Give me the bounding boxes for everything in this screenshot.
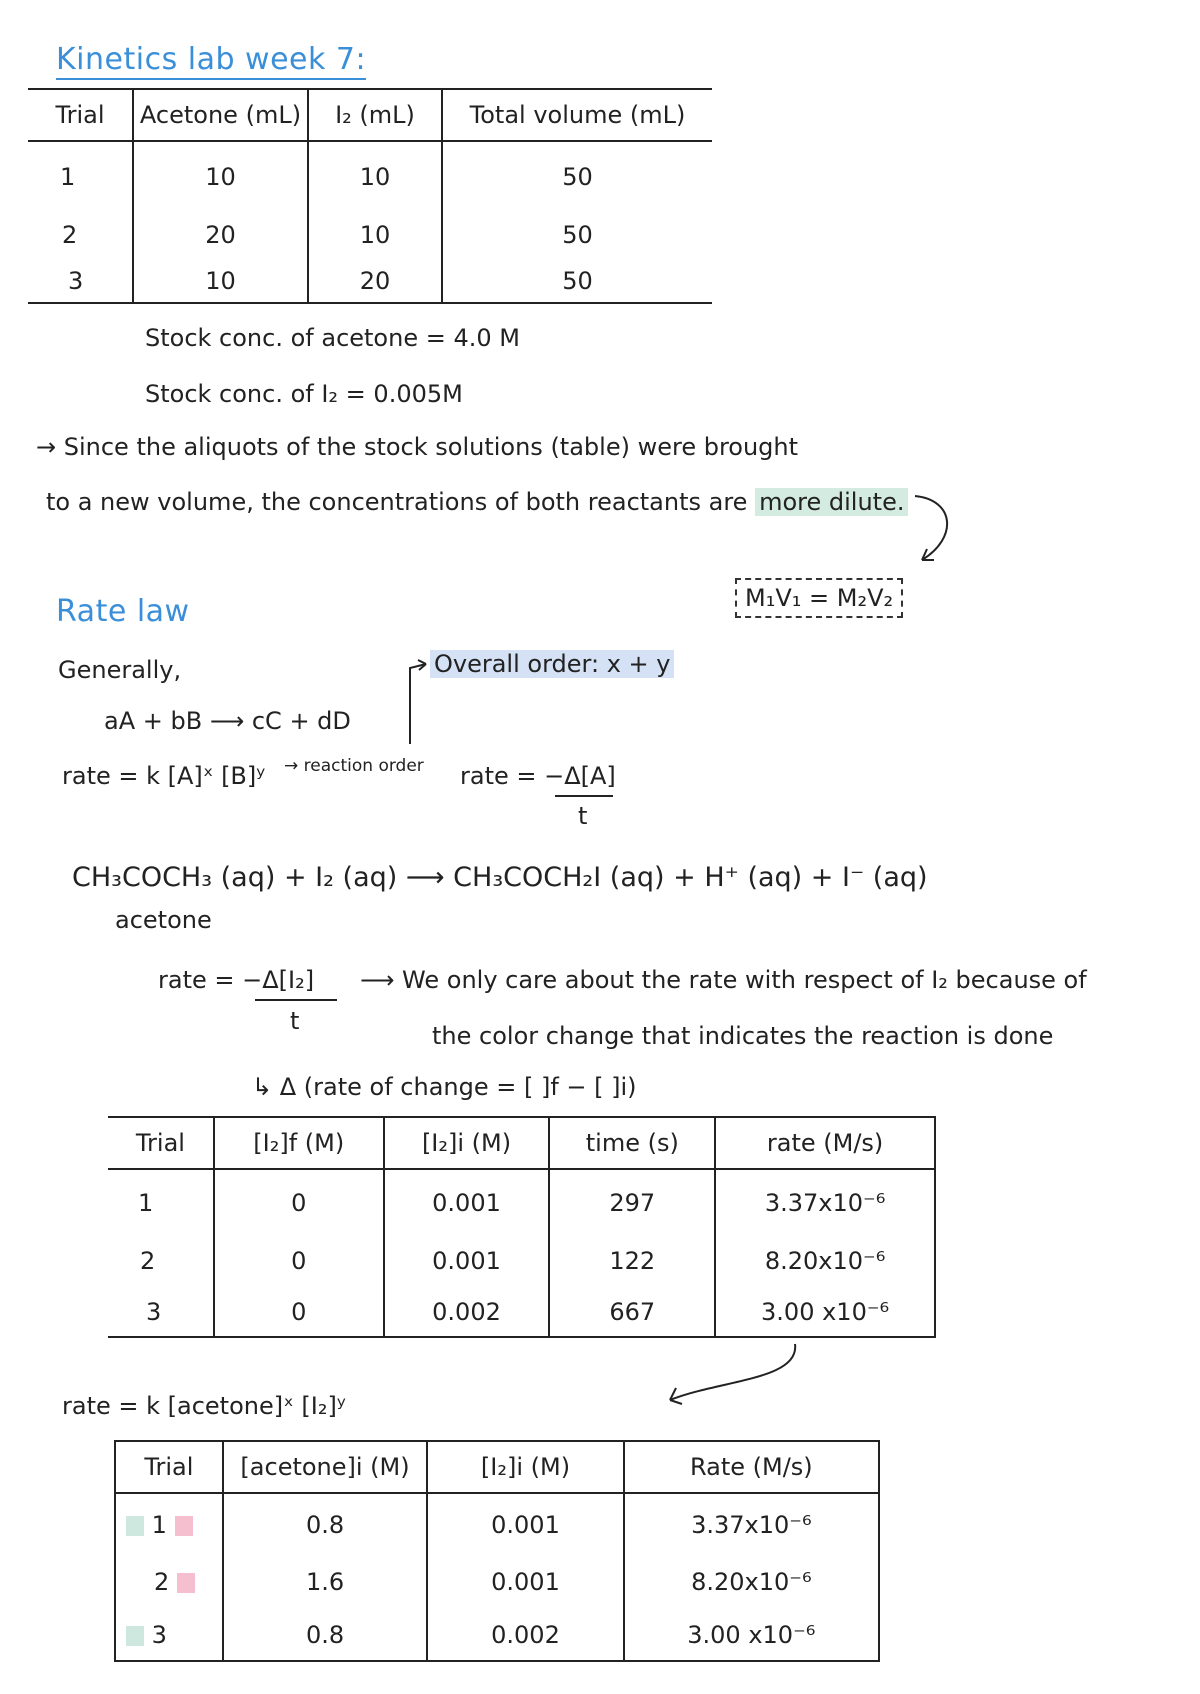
delta-note: ↳ Δ (rate of change = [ ]f − [ ]i) — [252, 1073, 637, 1101]
table-header: [I₂]f (M) — [214, 1117, 384, 1169]
table-row — [108, 1235, 935, 1287]
table-header: time (s) — [549, 1117, 715, 1169]
rate-def-numerator: rate = −Δ[A] — [460, 762, 616, 790]
table-cell: 1.6 — [223, 1555, 428, 1609]
table-header: Trial — [115, 1441, 223, 1493]
note-line-2 — [46, 488, 908, 516]
table-row — [108, 1169, 935, 1235]
table-cell: 2 — [108, 1235, 214, 1287]
overall-order-wrap — [430, 650, 674, 678]
table-cell: 0 — [214, 1235, 384, 1287]
table-header: [I₂]i (M) — [427, 1441, 623, 1493]
trial-cell — [115, 1493, 223, 1555]
generally-label: Generally, — [58, 656, 182, 684]
table-row — [108, 1287, 935, 1337]
green-marker — [126, 1516, 144, 1536]
pink-marker — [177, 1573, 195, 1593]
table-cell: 3.37x10⁻⁶ — [624, 1493, 879, 1555]
note-highlight: more dilute. — [755, 488, 908, 516]
table-cell: 1 — [108, 1169, 214, 1235]
table-row — [28, 141, 712, 211]
table-cell: 0.002 — [384, 1287, 550, 1337]
table-cell: 8.20x10⁻⁶ — [624, 1555, 879, 1609]
table-row — [28, 259, 712, 303]
table-cell: 10 — [133, 259, 308, 303]
table-cell: 2 — [28, 211, 133, 259]
table-cell: 3 — [151, 1620, 167, 1649]
stock-i2: Stock conc. of I₂ = 0.005M — [145, 380, 463, 408]
rate-i2-note-1: ⟶ We only care about the rate with respect of I₂ because of — [360, 966, 1087, 994]
dilution-formula: M₁V₁ = M₂V₂ — [735, 578, 903, 618]
table-cell: 297 — [549, 1169, 715, 1235]
table-cell: 0.8 — [223, 1609, 428, 1661]
rate-i2-note-2: the color change that indicates the reaction is done — [432, 1022, 1054, 1050]
bracket-arrow-icon — [400, 650, 430, 746]
table-cell: 3.00 x10⁻⁶ — [715, 1287, 935, 1337]
table-cell: 0.8 — [223, 1493, 428, 1555]
rate-data-table — [108, 1116, 936, 1338]
table-header: Trial — [28, 89, 133, 141]
table-cell: 1 — [151, 1510, 167, 1539]
table-cell: 122 — [549, 1235, 715, 1287]
pink-marker — [175, 1516, 193, 1536]
acetone-label: acetone — [115, 906, 212, 934]
table-cell: 10 — [308, 211, 442, 259]
reaction-equation: CH₃COCH₃ (aq) + I₂ (aq) ⟶ CH₃COCH₂I (aq) + H⁺ (aq) + I⁻ (aq) — [72, 862, 928, 893]
green-marker — [126, 1626, 144, 1646]
table-header: Rate (M/s) — [624, 1441, 879, 1493]
reaction-order-label: → reaction order — [284, 756, 424, 776]
table-cell: 20 — [308, 259, 442, 303]
table-row — [115, 1555, 879, 1609]
table-row — [115, 1493, 879, 1555]
table-cell: 20 — [133, 211, 308, 259]
table-header: Trial — [108, 1117, 214, 1169]
rate-i2-denominator: t — [290, 1007, 300, 1035]
table-cell: 0.001 — [427, 1555, 623, 1609]
table-cell: 667 — [549, 1287, 715, 1337]
table-header: [acetone]i (M) — [223, 1441, 428, 1493]
trial-cell — [115, 1609, 223, 1661]
table-cell: 0 — [214, 1169, 384, 1235]
table-cell: 8.20x10⁻⁶ — [715, 1235, 935, 1287]
curved-arrow-icon — [650, 1340, 810, 1420]
curved-arrow-icon — [900, 488, 970, 568]
table-cell: 50 — [562, 162, 593, 191]
rate-law-acetone: rate = k [acetone]ˣ [I₂]ʸ — [62, 1392, 346, 1420]
table-cell: 0.001 — [427, 1493, 623, 1555]
table-cell: 2 — [154, 1568, 170, 1596]
table-cell: 50 — [562, 266, 593, 295]
rate-general: rate = k [A]ˣ [B]ʸ — [62, 762, 266, 790]
table-cell: 0.001 — [384, 1169, 550, 1235]
table-cell: 10 — [308, 141, 442, 211]
table-cell: 0 — [214, 1287, 384, 1337]
table-header: [I₂]i (M) — [384, 1117, 550, 1169]
table-row — [28, 211, 712, 259]
fraction-bar — [555, 795, 613, 797]
table-cell: 50 — [562, 221, 593, 249]
table-cell: 3.00 x10⁻⁶ — [624, 1609, 879, 1661]
table-cell: 3.37x10⁻⁶ — [715, 1169, 935, 1235]
rate-law-table — [114, 1440, 880, 1662]
table-cell: 1 — [28, 141, 133, 211]
table-cell: 0.001 — [384, 1235, 550, 1287]
table-header: Acetone (mL) — [133, 89, 308, 141]
rate-i2-numerator: rate = −Δ[I₂] — [158, 966, 315, 994]
table-cell: 3 — [108, 1287, 214, 1337]
table-row — [115, 1609, 879, 1661]
rate-def-denominator: t — [578, 802, 588, 830]
table-cell: 0.002 — [427, 1609, 623, 1661]
rate-law-title: Rate law — [56, 594, 190, 629]
note-line-1: → Since the aliquots of the stock solutions (table) were brought — [36, 433, 799, 461]
table-header: Total volume (mL) — [469, 101, 686, 129]
fraction-bar — [255, 999, 337, 1001]
overall-order: Overall order: x + y — [430, 650, 674, 678]
trial-cell — [115, 1555, 223, 1609]
stock-acetone: Stock conc. of acetone = 4.0 M — [145, 324, 520, 352]
table-header: rate (M/s) — [715, 1117, 935, 1169]
table-cell: 3 — [28, 259, 133, 303]
table-header: I₂ (mL) — [308, 89, 442, 141]
dilution-table — [28, 88, 712, 304]
note-line-2-text: to a new volume, the concentrations of both reactants are — [46, 488, 748, 516]
table-cell: 10 — [133, 141, 308, 211]
page-title: Kinetics lab week 7: — [56, 42, 366, 80]
general-equation: aA + bB ⟶ cC + dD — [104, 707, 351, 735]
